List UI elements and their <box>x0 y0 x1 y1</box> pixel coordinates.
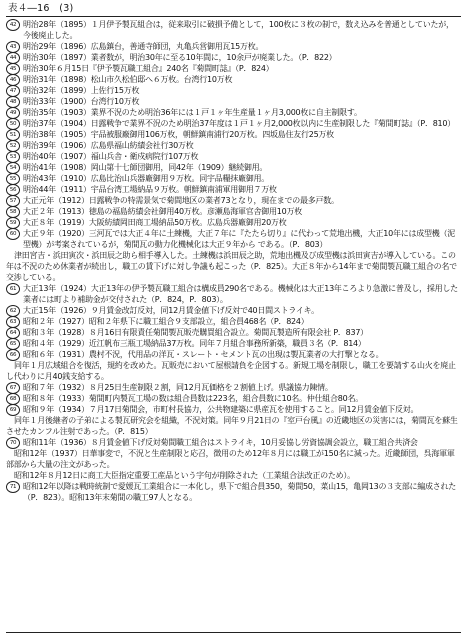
entry-text: 昭和６年（1931）農村不況，代用品の洋瓦・スレート・セメント瓦の出現は製瓦業者の大打撃となる。 <box>23 350 384 359</box>
entry-number-badge: 50 <box>6 118 20 130</box>
chronology-continuation <box>6 360 461 382</box>
chronology-entry <box>6 74 461 85</box>
top-rule <box>6 16 461 17</box>
entry-number-badge: 42 <box>6 19 20 31</box>
entry-text: 明治43年（1910）広島比治山兵器廠御用９万枚。同宇品糧抹廠御用。 <box>23 174 270 183</box>
entry-number-badge: 64 <box>6 327 20 339</box>
entry-text: 昭和４年（1929）近江帆布三瓶工場納品37万枚。同年７月組合事務所新築，職員３名（P．814） <box>23 339 366 348</box>
chronology-entry <box>6 41 461 52</box>
entry-text: 昭和３年（1928）８月16日有限責任菊間製瓦販売購買組合設立。菊間瓦製造所有限会社 P．837） <box>23 328 368 337</box>
chronology-entry <box>6 129 461 140</box>
entry-number-badge: 46 <box>6 74 20 86</box>
entry-number-badge: 59 <box>6 217 20 229</box>
entry-text: 明治31年（1898）松山市久松伯邸へ６万枚。台湾行10万枚 <box>23 75 233 84</box>
entry-text: 明治28年（1895）１月伊予製瓦組合は，従来取引に破損予備として，100枚に３枚の制で，数え込みを普通としていたが，今後廃止した。 <box>23 20 454 40</box>
chronology-entry <box>6 305 461 316</box>
chronology-entry <box>6 96 461 107</box>
entry-text: 明治44年（1911）宇品台湾工場納品９万枚。朝鮮鎮南浦軍用御用７万枚 <box>23 185 277 194</box>
entry-text: 同年１月後継者の子弟による製瓦研究会を組織，不況対策。同年９月21日の『室戸台風』の近畿地区の災害には，菊間瓦を蘇生させたカンフル注射であった。（P．815） <box>6 416 458 436</box>
entry-number-badge: 52 <box>6 140 20 152</box>
chronology-entry <box>6 228 461 250</box>
chronology-entry <box>6 283 461 305</box>
entry-text: 明治38年（1905）宇品被服廠御用106万枚，朝鮮鎮南浦行20万枚。四坂島住友行25万枚 <box>23 130 334 139</box>
entry-number-badge: 53 <box>6 151 20 163</box>
chronology-entry <box>6 206 461 217</box>
chronology-entry <box>6 217 461 228</box>
entry-text: 昭和11年（1936）８月賃金値下げ反対菊間職工組合はストライキ，10月妥協し労資協調会設立，職工組合共済会 <box>23 438 418 447</box>
chronology-entry <box>6 19 461 41</box>
chronology-entry <box>6 437 461 448</box>
entry-text: 明治40年（1907）福山兵舎・衛戍病院行107万枚 <box>23 152 199 161</box>
entry-number-badge: 65 <box>6 338 20 350</box>
entry-text: 昭和７年（1932）８月25日生産制限２割，同12月瓦価格を２割値上げ。県議協力陳情。 <box>23 383 333 392</box>
entry-number-badge: 45 <box>6 63 20 75</box>
entry-text: 大正８年（1919）大阪紡績岡田商工場納品50万枚。広島兵器廠御用20万枚 <box>23 218 287 227</box>
chronology-continuation <box>6 415 461 437</box>
entry-number-badge: 54 <box>6 162 20 174</box>
entry-number-badge: 49 <box>6 107 20 119</box>
entry-number-badge: 63 <box>6 316 20 328</box>
entry-number-badge: 69 <box>6 404 20 416</box>
chronology-entry <box>6 316 461 327</box>
chronology-entry <box>6 327 461 338</box>
chronology-continuation <box>6 250 461 283</box>
entry-text: 明治30年（1897）業者数が，明治30年に至る10年間に，10余戸が廃業した。（P．822） <box>23 53 337 62</box>
chronology-entry <box>6 338 461 349</box>
entry-text: 明治37年（1904）日露戦争で業界不況のため明治37年度は１戸１ヶ月2,000枚以内に生産制限した『菊間町誌』（P．810） <box>23 119 455 128</box>
entry-number-badge: 70 <box>6 437 20 449</box>
chronology-entry <box>6 63 461 74</box>
entry-text: 昭和８年（1933）菊間町内製瓦工場の数は組合員数は223名，組合員数に10名。仲仕組合80名。 <box>23 394 363 403</box>
entry-number-badge: 71 <box>6 481 20 493</box>
entry-text: 明治29年（1896）広島鎮台，善通寺師団，丸亀兵営御用瓦15万枚。 <box>23 42 264 51</box>
entry-text: 明治35年（1903）業界不況のため明治36年には１戸１ヶ年生産量１ヶ月3,000枚に自主制限す。 <box>23 108 362 117</box>
entry-text: 昭和２年（1927）昭和２年県下に職工組合９支部設立，組合員468名（P．824） <box>23 317 309 326</box>
entry-text: 昭和９年（1934）７月17日菊間会，市町村長協力，公共物建築に県産瓦を使用すること。同12月賃金値下反対。 <box>23 405 419 414</box>
chronology-entry <box>6 195 461 206</box>
chronology-continuation <box>6 448 461 470</box>
entry-text: 明治33年（1900）台湾行10万枚 <box>23 97 140 106</box>
chronology-entry <box>6 151 461 162</box>
entry-text: 津田宮吉・浜田寅次・浜田辰之助ら相手導入した。土練機は浜田辰之助，荒地出機及び成型機は浜田寅吉が導入している。この年は不況のため休業者が続出し，職工の賃下げに対し争議も起こった（P．825）。大正８年から14年まで菊間製瓦職工組合の名で交渉している。 <box>6 251 457 282</box>
chronology-entry <box>6 404 461 415</box>
entry-number-badge: 66 <box>6 349 20 361</box>
entry-text: 昭和12年（1937）日華事変で，不況と生産制限と応召，徴用のため12年８月には職工が150名に減った。近畿師団，呉海軍軍部部から大量の注文があった。 <box>6 449 455 469</box>
entry-text: 明治41年（1908）岡山第十七師団御用，同42年（1909）継続御用。 <box>23 163 268 172</box>
entry-number-badge: 51 <box>6 129 20 141</box>
chronology-entry <box>6 118 461 129</box>
bottom-rule <box>6 632 461 633</box>
entry-number-badge: 57 <box>6 195 20 207</box>
entry-text: 大正13年（1924）大正13年の伊予製瓦職工組合は構成員290名である。機械化は大正13年ころより急激に普及し，採用した業者には町より補助金が交付された（P．824，P．803）。 <box>23 284 458 304</box>
entry-number-badge: 62 <box>6 305 20 317</box>
entry-number-badge: 68 <box>6 393 20 405</box>
entry-number-badge: 58 <box>6 206 20 218</box>
chronology-entry <box>6 184 461 195</box>
chronology-entry <box>6 140 461 151</box>
entry-text: 大正15年（1926）９月賃金改訂反対，同12月賃金値下げ反対で40日間ストライキ。 <box>23 306 319 315</box>
chronology-list <box>6 19 461 503</box>
entry-text: 大正２年（1913）徳島の福島紡績会社御用40万枚。彦瀬島海軍官舎御用10万枚 <box>23 207 302 216</box>
entry-text: 昭和12年８月12日に商工大臣指定重要工産品という字句が削除された（工業組合法改正のため）。 <box>14 471 355 480</box>
chronology-entry <box>6 481 461 503</box>
entry-text: 明治32年（1899）上佐行15万枚 <box>23 86 140 95</box>
chronology-entry <box>6 162 461 173</box>
chronology-continuation <box>6 470 461 481</box>
entry-number-badge: 60 <box>6 228 20 240</box>
chronology-entry <box>6 85 461 96</box>
chronology-entry <box>6 107 461 118</box>
entry-number-badge: 56 <box>6 184 20 196</box>
entry-number-badge: 61 <box>6 283 20 295</box>
entry-number-badge: 43 <box>6 41 20 53</box>
chronology-entry <box>6 173 461 184</box>
entry-text: 大正９年（1920）三河瓦では大正４年に土練機，大正７年に『たたら切り』に代わって荒地出機，大正10年には成型機（泥型機）が考案されているが，菊間瓦の動力化機械化は大正９年から である。（P．803） <box>23 229 455 249</box>
entry-number-badge: 67 <box>6 382 20 394</box>
chronology-entry <box>6 382 461 393</box>
entry-number-badge: 44 <box>6 52 20 64</box>
entry-text: 大正元年（1912）日露戦争の特需景気で菊間地区の業者73となり，現在までの最多戸数。 <box>23 196 339 205</box>
entry-text: 明治39年（1906）広島県福山紡績会社行30万枚 <box>23 141 194 150</box>
chronology-entry <box>6 349 461 360</box>
entry-number-badge: 47 <box>6 85 20 97</box>
table-title: 表４―16 (3) <box>8 3 74 14</box>
entry-text: 同年１月広域組合を復活，規約を改めた。瓦販売において屋根請負を企図する。新規工場を制限し，職工を要請する山火を廃止し代わりに月40銭支給する。 <box>6 361 456 381</box>
chronology-entry <box>6 52 461 63</box>
entry-number-badge: 48 <box>6 96 20 108</box>
chronology-entry <box>6 393 461 404</box>
entry-text: 明治30年６月15日『伊予製瓦職工組合』240名『菊間町誌』（P．824） <box>23 64 274 73</box>
entry-number-badge: 55 <box>6 173 20 185</box>
entry-text: 昭和12年以降は戦時統制で愛媛瓦工業組合に一本化し，県下で組合員350，菊間50，菜山15，亀岡13の３支部に編成された（P．823）。昭和13年末菊間の職工97人となる。 <box>23 482 456 502</box>
